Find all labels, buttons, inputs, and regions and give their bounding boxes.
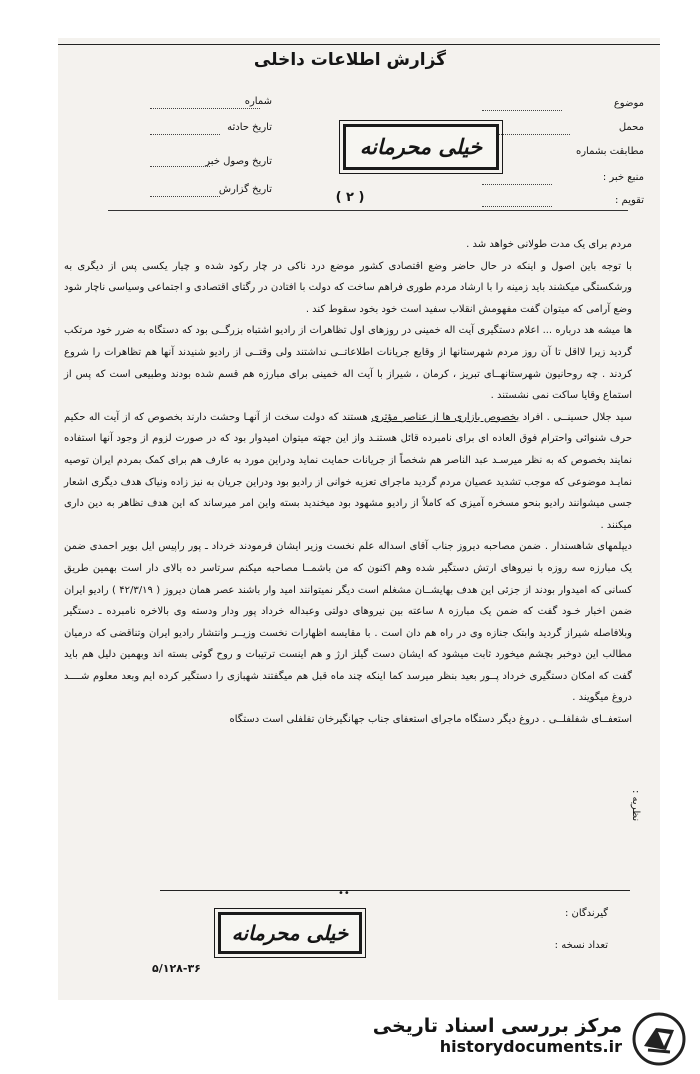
watermark-text xyxy=(372,1015,622,1056)
field-calendar-line xyxy=(482,206,552,207)
confidential-stamp-top: خیلی محرمانه xyxy=(343,124,499,170)
field-source-label: منبع خبر : xyxy=(602,172,644,183)
paragraph-6: استعفــای شفلفلــی . دروغ دیگر دستگاه ماجرای استعفای جناب جهانگیرخان تفلفلی است دستگاه xyxy=(229,714,632,726)
footer-rule xyxy=(160,890,630,891)
margin-note: نظریه : xyxy=(630,790,641,822)
page-number: ( ۲ ) xyxy=(335,190,365,205)
field-received-date-label: تاریخ وصول خبر xyxy=(205,156,272,167)
field-incident-date-label: تاریخ حادثه xyxy=(227,122,272,133)
confidential-stamp-bottom: خیلی محرمانه xyxy=(218,912,362,954)
paragraph-4 xyxy=(64,407,632,537)
document-title: گزارش اطلاعات داخلی xyxy=(253,50,447,70)
field-location-label: محمل xyxy=(618,122,644,133)
field-number-line xyxy=(150,108,260,109)
field-number-label: شماره xyxy=(244,96,272,107)
recipients-label: گیرندگان : xyxy=(564,908,608,919)
field-reference-label: مطابقت بشماره xyxy=(575,146,644,157)
header-separator xyxy=(108,210,628,211)
paragraph-5: دیپلمهای شاهسندار . ضمن مصاحبه دیروز جناب آقای اسداله علم نخست وزیر ایشان فرمودند خرداد ـ پور راپیس ایل بویر احمدی ضمن یک مبارزه سه روزه با نیروهای ارتش دستگیر شده وهم اکنون که من باشمــا مصاحبه میکنم سرتاسر ده بالای دار است بهمین طریق کسانی که امیدوار بودند از جزئی این هدف بهایشــان مشغلم است دیگر نمیتوانند امید وار باشند عصر همان دیروز ( ۴۲/۳/۱۹ ) رادیو ایران ضمن اخبار خـود گفت که ضمن یک مبارزه ۸ ساعته بین نیروهای دولتی وعبداله خرداد پور ودار ودسته وی بالاخره نامبرده ـ دستگیر وبلافاصله شیراز گردید وابتک جنازه وی در راه هم دان است . با مقایسه اظهارات نخست وزیــر وانتشار رادیو ایران وتناقضی که درمیان مطالب این دوخبر بچشم میخورد ثابت میشود که ایشان دست گیلز ارژ و هم اینست ترتیبات و روح گوئی بسته اند وبهمین دلیل هم باید گفت که امکان دستگیری خرداد پــور بعید بنظر میرسد کما اینکه چند ماه قبل هم میگفتند شهبازی را دستگیر کرده ایم وبعد معلوم شــــد دروغ میگویند . xyxy=(64,541,632,704)
header-rule xyxy=(58,44,660,45)
watermark-url: historydocuments.ir xyxy=(439,1037,622,1056)
report-body xyxy=(64,234,632,731)
copies-label: تعداد نسخه : xyxy=(554,940,608,951)
field-report-date-label: تاریخ گزارش xyxy=(218,184,272,195)
field-source-line xyxy=(482,184,552,185)
paragraph-4-suffix: هستند که دولت سخت از آنهـا وحشت دارند بخصوص که از آیت اله حکیم حرف شنوائی واحترام فوق العاده ای برای نامبرده قائل هستنـد واز این جهته میتوان امیدوار بود که در صورت لزوم از وجود آنها استفاده نمایند بخصوص که به نظر میرسـد عبد الناصر هم شخصاً از جریانات حمایت نماید ودراین مورد به عارف هم برای کمک بمردم ایران توصیه نمایـد موضوعی که موجب تشدید عصیان مردم گردید ماجرای تعزیه خوانی از رادیو بود ودراین جریان به نیز زاده ونیاک هدف دیگری اشعار جسی میشوانند رادیو بنحو مسخره آمیزی که کاملاً از رادیو مشهود بود میخندید بسته واین امر میرساند که این هدف تظاهر به دین داری میکنند . xyxy=(64,411,632,531)
field-subject-label: موضوع xyxy=(613,98,644,109)
footer-mark: •• xyxy=(338,888,350,899)
paragraph-4-underlined: بخصوص بازاری ها از عناصر مؤثری xyxy=(371,411,520,423)
paragraph-3: ها میشه هد درباره ... اعلام دستگیری آیت اله خمینی در روزهای اول تظاهرات از رادیو اشتباه بزرگــی بود که دستگاه به ضرر خود مرتکب گردید زیرا لااقل تا آن روز مردم شهرستانها از وقایع جریانات اطلاعاتــی نداشتند ولی وقتــی از رادیو شنیدند آنها هم تظاهرات را شروع کردند . چه روحانیون شهرستانهــای تبریز ، کرمان ، شیراز با آیت اله خمینی برای مبارزه هم قسم شده بودند وطبیعی است که پس از استماع وقایا ساکت نمی نشستند . xyxy=(64,325,632,402)
paragraph-4-prefix: سید جلال حسینــی . افراد xyxy=(519,411,632,423)
book-pen-icon xyxy=(632,1012,686,1066)
field-received-date-line xyxy=(150,166,210,167)
paragraph-1: مردم برای یک مدت طولانی خواهد شد . xyxy=(466,239,632,250)
field-incident-date-line xyxy=(150,134,220,135)
field-calendar-label: تقویم : xyxy=(615,195,644,206)
paragraph-2: با توجه باین اصول و اینکه در حال حاضر وضع اقتصادی کشور موضع درد ناکی در چار رکود شده و چیار یکسی پس از دیگری به ورشکستگی میکشند باید زمینه را با ارشاد مردم طوری فراهم ساخت که دولت با افتادن در رگتای اقتصادی و اجتماعی وسیاسی ناچار شود وضع آرامی که میتوان گفت مفهومش انقلاب سفید است خود بخود سقوط کند . xyxy=(64,260,632,315)
watermark-title: مرکز بررسی اسناد تاریخی xyxy=(372,1015,622,1037)
document-number: ۵/۱۲۸-۳۶ xyxy=(152,962,201,975)
field-subject-line xyxy=(482,110,562,111)
